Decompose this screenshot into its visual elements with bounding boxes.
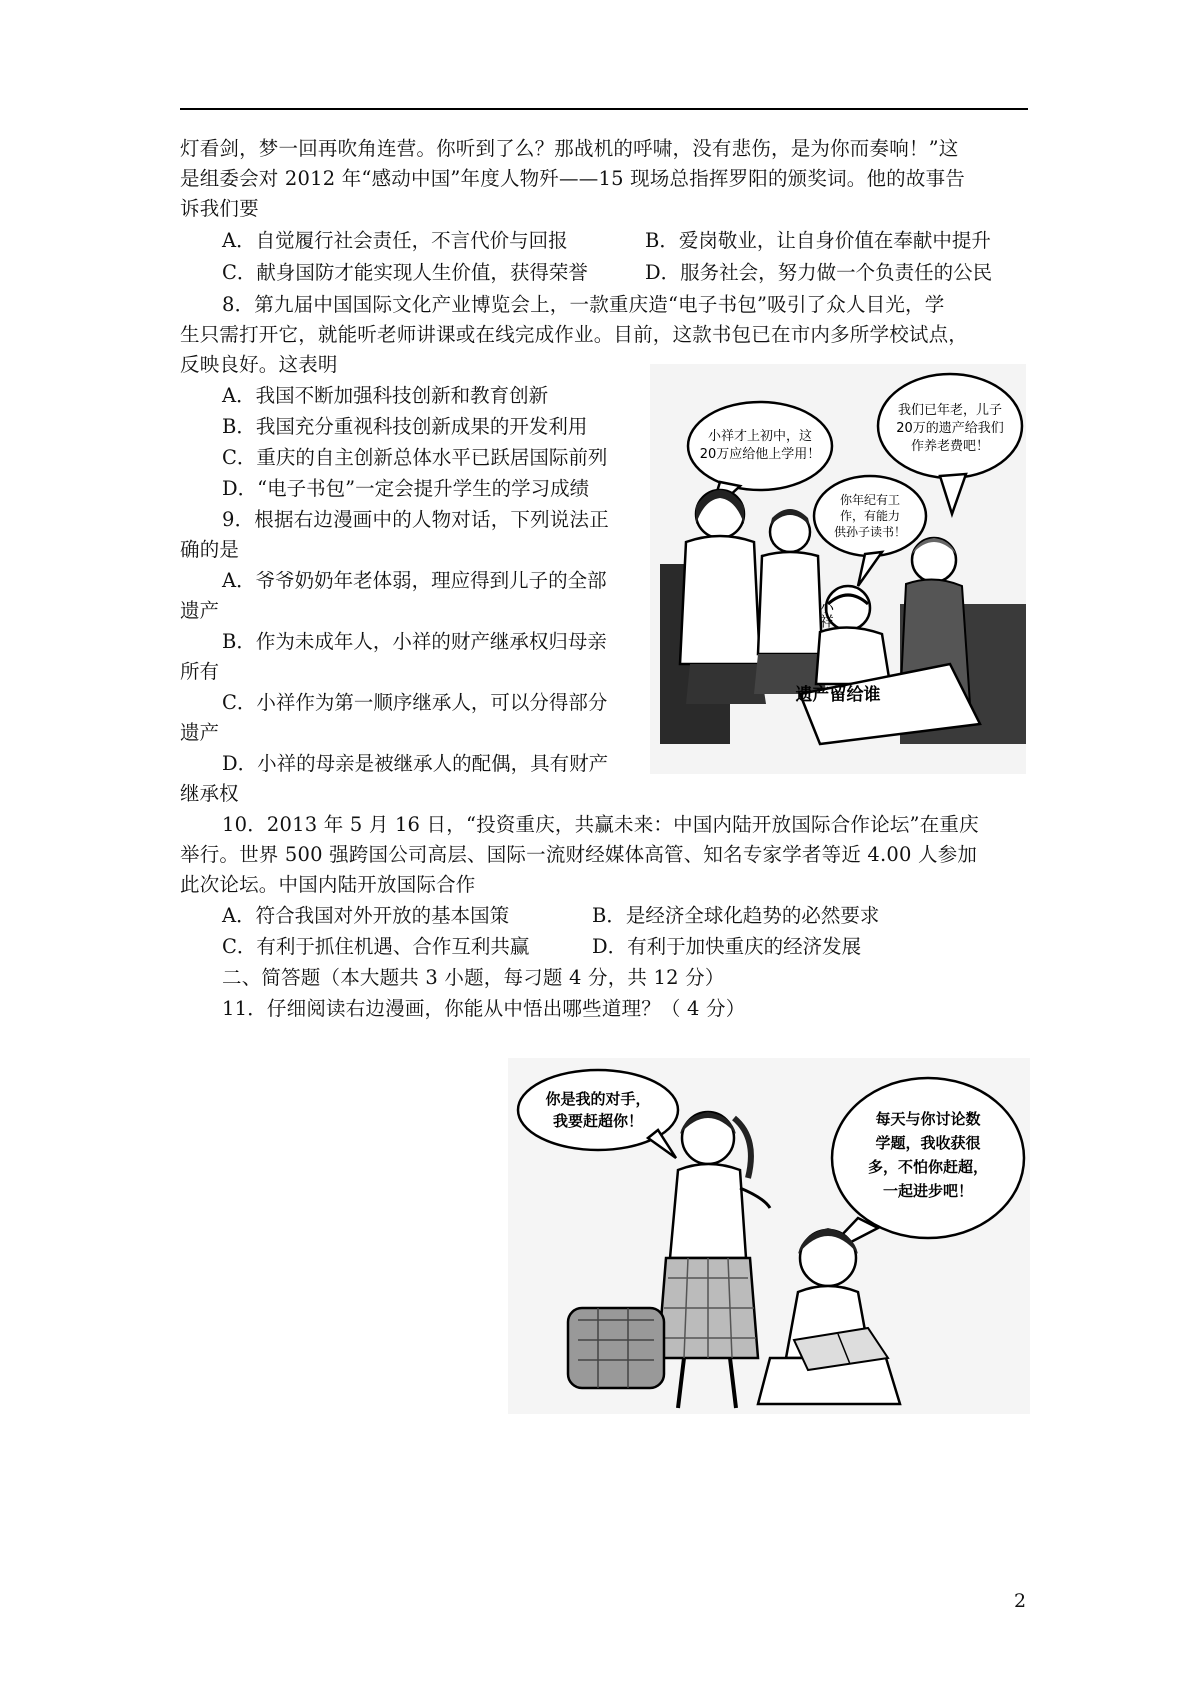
- q9-option-d-2: 继承权: [180, 782, 239, 805]
- q7-line-2: 是组委会对 2012 年“感动中国”年度人物歼——15 现场总指挥罗阳的颁奖词。他的故事告: [180, 167, 965, 190]
- q9-option-b-2: 所有: [180, 660, 220, 683]
- q8-option-a: A．我国不断加强科技创新和教育创新: [222, 384, 549, 407]
- q11-bubble-right-2: 学题，我收获很: [875, 1134, 981, 1152]
- q9-bubble-right-2: 20万的遗产给我们: [896, 421, 1004, 436]
- q10-option-a: A．符合我国对外开放的基本国策: [222, 904, 510, 927]
- q9-line-2: 确的是: [180, 538, 240, 561]
- q9-bubble-right-3: 作养老费吧！: [910, 439, 990, 454]
- q8-line-1: 8．第九届中国国际文化产业博览会上，一款重庆造“电子书包”吸引了众人目光，学: [222, 293, 945, 316]
- q7-option-d: D．服务社会，努力做一个负责任的公民: [645, 261, 993, 284]
- q9-bubble-middle-2: 作，有能力: [839, 509, 901, 523]
- q9-option-d-1: D．小祥的母亲是被继承人的配偶，具有财产: [222, 752, 609, 775]
- q9-option-c-2: 遗产: [180, 721, 220, 744]
- section2-title: 二、简答题（本大题共 3 小题，每刁题 4 分，共 12 分）: [222, 966, 725, 989]
- q11-bubble-left-2: 我要赶超你！: [552, 1112, 644, 1130]
- q9-bubble-right-1: 我们已年老，儿子: [897, 403, 1003, 418]
- q9-bubble-middle-1: 你年纪有工: [839, 493, 901, 507]
- q7-option-b: B．爱岗敬业，让自身价值在奉献中提升: [645, 229, 991, 252]
- q9-name-label: 小祥: [818, 600, 834, 628]
- q10-option-d: D．有利于加快重庆的经济发展: [592, 935, 862, 958]
- q9-option-c-1: C．小祥作为第一顺序继承人，可以分得部分: [222, 691, 608, 714]
- q8-line-3: 反映良好。这表明: [180, 353, 338, 376]
- q9-option-a-1: A．爷爷奶奶年老体弱，理应得到儿子的全部: [222, 569, 607, 592]
- q7-line-1: 灯看剑，梦一回再吹角连营。你听到了么？那战机的呼啸，没有悲伤，是为你而奏响！”这: [180, 137, 959, 160]
- q9-option-a-2: 遗产: [180, 599, 220, 622]
- q10-line-1: 10．2013 年 5 月 16 日，“投资重庆，共赢未来：中国内陆开放国际合作论坛”在重庆: [222, 813, 979, 836]
- q7-option-a: A．自觉履行社会责任，不言代价与回报: [222, 229, 568, 252]
- q9-caption: 遗产留给谁: [795, 685, 881, 705]
- q11-bubble-right-3: 多，不怕你赶超，: [867, 1158, 989, 1176]
- q7-line-3: 诉我们要: [180, 197, 259, 220]
- q10-option-b: B．是经济全球化趋势的必然要求: [592, 904, 880, 927]
- q9-bubble-middle-3: 供孙子读书！: [833, 525, 907, 539]
- competition-cartoon: [508, 1058, 1030, 1414]
- q11-bubble-right-1: 每天与你讨论数: [875, 1110, 981, 1128]
- q9-line-1: 9．根据右边漫画中的人物对话，下列说法正: [222, 508, 609, 531]
- q11-text: 11．仔细阅读右边漫画，你能从中悟出哪些道理？（ 4 分）: [222, 997, 746, 1020]
- q11-bubble-right-4: 一起进步吧！: [882, 1182, 974, 1200]
- q8-option-b: B．我国充分重视科技创新成果的开发利用: [222, 415, 588, 438]
- q8-line-2: 生只需打开它，就能听老师讲课或在线完成作业。目前，这款书包已在市内多所学校试点，: [180, 323, 969, 346]
- q8-option-c: C．重庆的自主创新总体水平已跃居国际前列: [222, 446, 608, 469]
- header-rule: [180, 108, 1028, 110]
- q9-bubble-left-2: 20万应给他上学用！: [699, 447, 821, 462]
- q11-bubble-left-1: 你是我的对手，: [545, 1090, 651, 1108]
- inheritance-cartoon: [650, 364, 1026, 774]
- q7-option-c: C．献身国防才能实现人生价值，获得荣誉: [222, 261, 588, 284]
- schoolbag: [568, 1308, 664, 1388]
- q10-line-2: 举行。世界 500 强跨国公司高层、国际一流财经媒体高管、知名专家学者等近 4.00 人参加: [180, 843, 978, 866]
- q9-bubble-left-1: 小祥才上初中，这: [707, 429, 813, 444]
- q10-option-c: C．有利于抓住机遇、合作互利共赢: [222, 935, 530, 958]
- page-number: 2: [1014, 1590, 1027, 1612]
- q9-option-b-1: B．作为未成年人，小祥的财产继承权归母亲: [222, 630, 607, 653]
- q8-option-d: D．“电子书包”一定会提升学生的学习成绩: [222, 477, 590, 500]
- q10-line-3: 此次论坛。中国内陆开放国际合作: [180, 873, 476, 896]
